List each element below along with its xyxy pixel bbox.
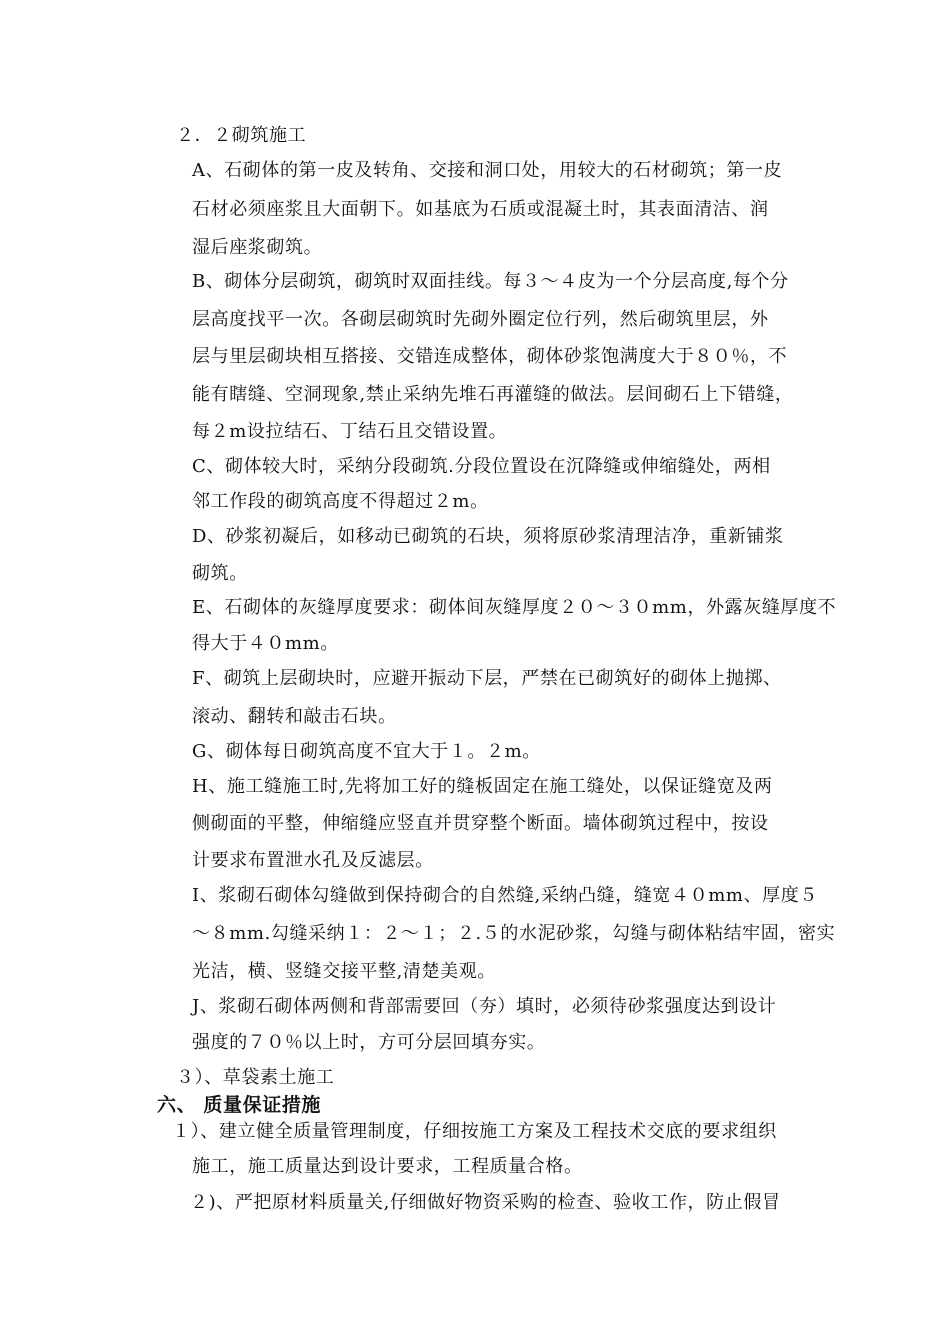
para-a-line-2: 石材必须座浆且大面朝下。如基底为石质或混凝土时，其表面清洁、润 xyxy=(192,199,769,220)
para-h-line-2: 侧砌面的平整，伸缩缝应竖直并贯穿整个断面。墙体砌筑过程中，按设 xyxy=(192,813,769,834)
para-d-line-1: D、砂浆初凝后，如移动已砌筑的石块，须将原砂浆清理洁净，重新铺浆 xyxy=(192,526,784,547)
para-c-line-1: C、砌体较大时，采纳分段砌筑.分段位置设在沉降缝或伸缩缝处，两相 xyxy=(192,456,771,477)
subsection-title: ２．２砌筑施工 xyxy=(176,125,307,146)
para-b-line-3: 层与里层砌块相互搭接、交错连成整体，砌体砂浆饱满度大于８０％，不 xyxy=(192,346,788,367)
para-a-line-3: 湿后座浆砌筑。 xyxy=(192,237,323,258)
qa-1-line-1: １）、建立健全质量管理制度，仔细按施工方案及工程技术交底的要求组织 xyxy=(172,1121,777,1142)
para-b-line-2: 层高度找平一次。各砌层砌筑时先砌外圈定位行列，然后砌筑里层，外 xyxy=(192,309,769,330)
para-g-line-1: G、砌体每日砌筑高度不宜大于１。２m。 xyxy=(192,741,541,762)
para-d-line-2: 砌筑。 xyxy=(192,563,248,584)
para-f-line-1: F、砌筑上层砌块时，应避开振动下层，严禁在已砌筑好的砌体上抛掷、 xyxy=(192,668,782,689)
section-6-heading: 六、 质量保证措施 xyxy=(157,1094,322,1116)
item-3-heading: ３）、草袋素土施工 xyxy=(176,1067,335,1088)
para-j-line-2: 强度的７０％以上时，方可分层回填夯实。 xyxy=(192,1032,546,1053)
qa-1-line-2: 施工，施工质量达到设计要求，工程质量合格。 xyxy=(192,1156,583,1177)
qa-2-line-1: ２)、严把原材料质量关,仔细做好物资采购的检查、验收工作，防止假冒 xyxy=(190,1192,781,1213)
para-j-line-1: J、浆砌石砌体两侧和背部需要回（夯）填时，必须待砂浆强度达到设计 xyxy=(192,996,777,1017)
para-i-line-3: 光洁，横、竖缝交接平整,清楚美观。 xyxy=(192,961,496,982)
para-h-line-1: H、施工缝施工时,先将加工好的缝板固定在施工缝处，以保证缝宽及两 xyxy=(192,776,773,797)
para-b-line-5: 每２m设拉结石、丁结石且交错设置。 xyxy=(192,421,508,442)
para-b-line-4: 能有瞎缝、空洞现象,禁止采纳先堆石再灌缝的做法。层间砌石上下错缝， xyxy=(192,384,794,405)
para-h-line-3: 计要求布置泄水孔及反滤层。 xyxy=(192,850,434,871)
para-f-line-2: 滚动、翻转和敲击石块。 xyxy=(192,706,397,727)
para-e-line-1: E、石砌体的灰缝厚度要求：砌体间灰缝厚度２０～３０mm，外露灰缝厚度不 xyxy=(192,597,837,618)
para-a-line-1: A、石砌体的第一皮及转角、交接和洞口处，用较大的石材砌筑；第一皮 xyxy=(192,160,783,181)
para-i-line-1: I、浆砌石砌体勾缝做到保持砌合的自然缝,采纳凸缝，缝宽４０mm、厚度５ xyxy=(192,885,818,906)
para-e-line-2: 得大于４０mm。 xyxy=(192,633,339,654)
para-b-line-1: B、砌体分层砌筑，砌筑时双面挂线。每３～４皮为一个分层高度,每个分 xyxy=(192,271,789,292)
para-i-line-2: ～８mm.勾缝采纳１：２～１；２.５的水泥砂浆，勾缝与砌体粘结牢固，密实 xyxy=(192,923,836,944)
para-c-line-2: 邻工作段的砌筑高度不得超过２m。 xyxy=(192,491,489,512)
